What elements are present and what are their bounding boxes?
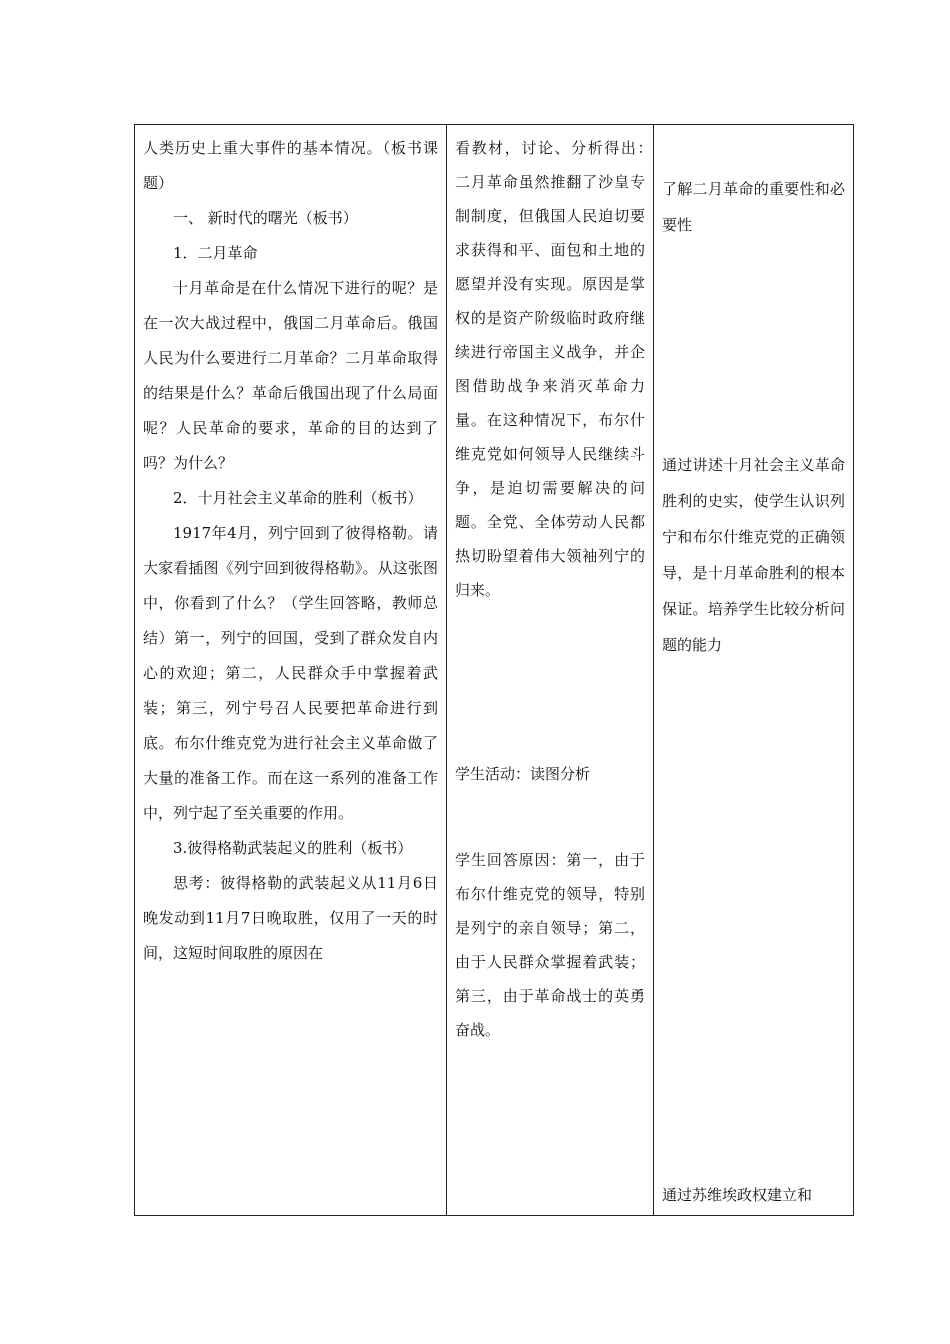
subsection-heading: 3.彼得格勒武装起义的胜利（板书） [173, 839, 413, 857]
teacher-activity-column [135, 125, 446, 1215]
subsection-heading: 2．十月社会主义革命的胜利（板书） [173, 489, 423, 507]
paragraph: 思考：彼得格勒的武装起义从11月6日晚发动到11月7日晚取胜，仅用了一天的时间，这短时间取胜的原因在 [143, 874, 438, 962]
paragraph: 了解二月革命的重要性和必要性 [662, 180, 845, 234]
paragraph: 1917年4月，列宁回到了彼得格勒。请大家看插图《列宁回到彼得格勒》。从这张图中，你看到了什么？（学生回答略，教师总结）第一，列宁的回国，受到了群众发自内心的欢迎；第二，人民群众手中掌握着武装；第三，列宁号召人民要把革命进行到底。布尔什维克党为进行社会主义革命做了大量的准备工作。而在这一系列的准备工作中，列宁起了至关重要的作用。 [143, 524, 438, 822]
paragraph: 学生回答原因：第一，由于布尔什维克党的领导，特别是列宁的亲自领导；第二，由于人民群众掌握着武装；第三，由于革命战士的英勇奋战。 [455, 851, 645, 1039]
paragraph: 学生活动：读图分析 [455, 765, 591, 783]
paragraph: 十月革命是在什么情况下进行的呢？是在一次大战过程中，俄国二月革命后。俄国人民为什么要进行二月革命？二月革命取得的结果是什么？革命后俄国出现了什么局面呢？人民革命的要求，革命的目的达到了吗？为什么？ [143, 279, 438, 472]
lesson-table [134, 124, 854, 1216]
student-activity-column [446, 125, 661, 1215]
paragraph: 通过讲述十月社会主义革命胜利的史实，使学生认识列宁和布尔什维克党的正确领导，是十月革命胜利的根本保证。培养学生比较分析问题的能力 [662, 456, 845, 654]
paragraph: 人类历史上重大事件的基本情况。（板书课题） [143, 139, 438, 192]
section-heading: 一、 新时代的曙光（板书） [173, 209, 358, 227]
design-intent-column [653, 125, 853, 1215]
subsection-heading: 1．二月革命 [173, 244, 258, 262]
paragraph: 看教材，讨论、分析得出： 二月革命虽然推翻了沙皇专制制度，但俄国人民迫切要求获得和平、面包和土地的愿望并没有实现。原因是掌权的是资产阶级临时政府继续进行帝国主义战争，并企图借助战争来消灭革命力量。在这种情况下，布尔什维克党如何领导人民继续斗争，是迫切需要解决的问题。全党、全体劳动人民都热切盼望着伟大领袖列宁的归来。 [455, 139, 661, 599]
paragraph: 通过苏维埃政权建立和 [662, 1186, 813, 1204]
